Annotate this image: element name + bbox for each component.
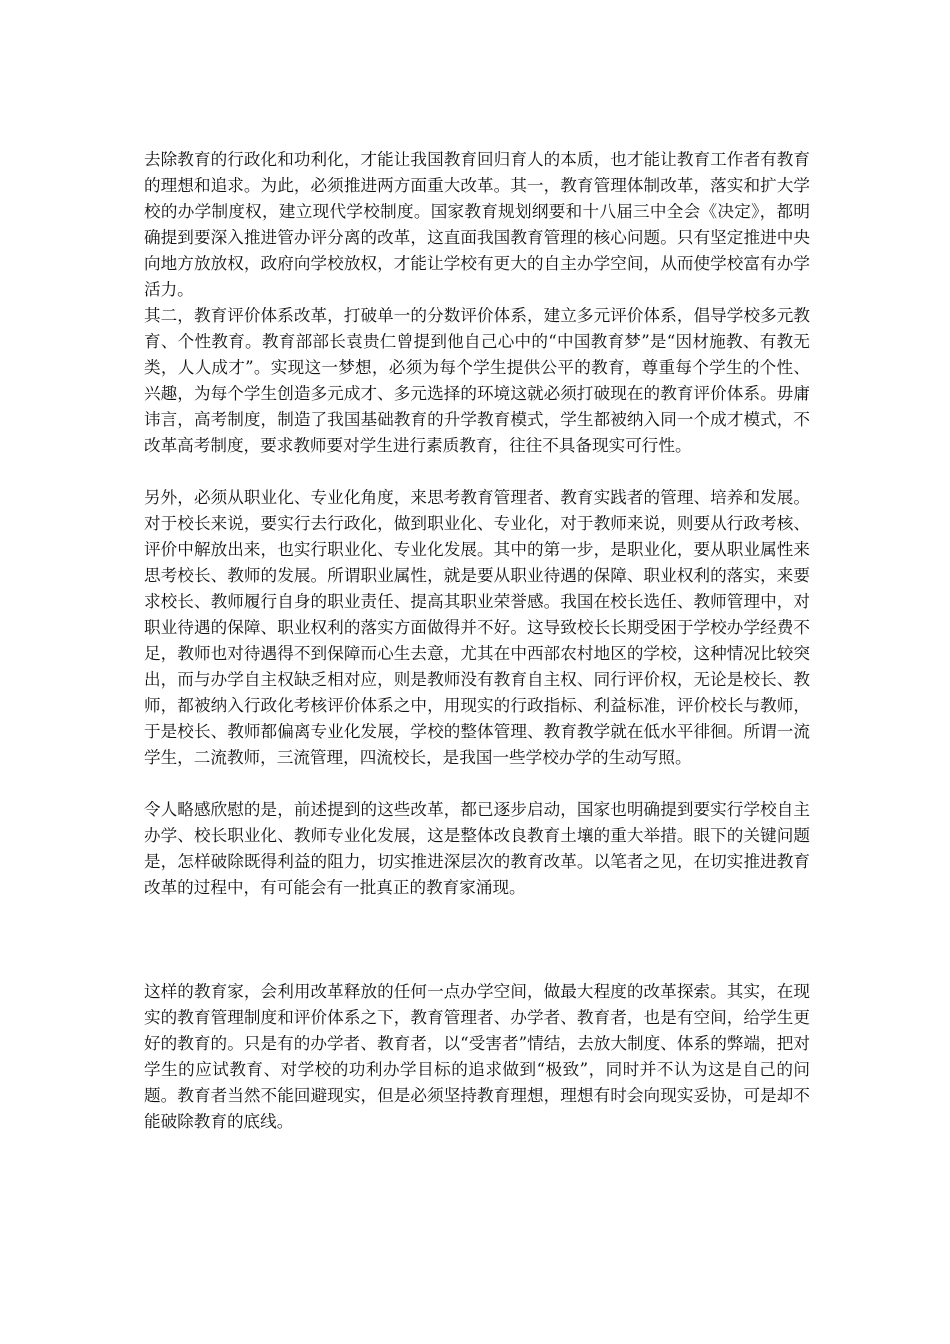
paragraph-4: 令人略感欣慰的是，前述提到的这些改革，都已逐步启动，国家也明确提到要实行学校自主办学、校长职业化、教师专业化发展，这是整体改良教育土壤的重大举措。眼下的关键问题是，怎样破除既得利益的阻力，切实推进深层次的教育改革。以笔者之见，在切实推进教育改革的过程中，有可能会有一批真正的教育家涌现。 <box>144 800 810 897</box>
text-block-2 <box>144 485 810 771</box>
text-block-1 <box>144 147 810 459</box>
paragraph-3: 另外，必须从职业化、专业化角度，来思考教育管理者、教育实践者的管理、培养和发展。对于校长来说，要实行去行政化，做到职业化、专业化，对于教师来说，则要从行政考核、评价中解放出来，也实行职业化、专业化发展。其中的第一步，是职业化，要从职业属性来思考校长、教师的发展。所谓职业属性，就是要从职业待遇的保障、职业权利的落实，来要求校长、教师履行自身的职业责任、提高其职业荣誉感。我国在校长选任、教师管理中，对职业待遇的保障、职业权利的落实方面做得并不好。这导致校长长期受困于学校办学经费不足，教师也对待遇得不到保障而心生去意，尤其在中西部农村地区的学校，这种情况比较突出，而与办学自主权缺乏相对应，则是教师没有教育自主权、同行评价权，无论是校长、教师，都被纳入行政化考核评价体系之中，用现实的行政指标、利益标准，评价校长与教师，于是校长、教师都偏离专业化发展，学校的整体管理、教育教学就在低水平徘徊。所谓一流学生，二流教师，三流管理，四流校长，是我国一些学校办学的生动写照。 <box>144 488 810 767</box>
paragraph-5: 这样的教育家，会利用改革释放的任何一点办学空间，做最大程度的改革探索。其实，在现实的教育管理制度和评价体系之下，教育管理者、办学者、教育者，也是有空间，给学生更好的教育的。只是有的办学者、教育者，以“受害者”情结，去放大制度、体系的弊端，把对学生的应试教育、对学校的功利办学目标的追求做到“极致”，同时并不认为这是自己的问题。教育者当然不能回避现实，但是必须坚持教育理想，理想有时会向现实妥协，可是却不能破除教育的底线。 <box>144 982 810 1131</box>
text-block-3 <box>144 797 810 901</box>
text-block-4 <box>144 979 810 1135</box>
paragraph-1: 去除教育的行政化和功利化，才能让我国教育回归育人的本质，也才能让教育工作者有教育的理想和追求。为此，必须推进两方面重大改革。其一，教育管理体制改革，落实和扩大学校的办学制度权，建立现代学校制度。国家教育规划纲要和十八届三中全会《决定》，都明确提到要深入推进管办评分离的改革，这直面我国教育管理的核心问题。只有坚定推进中央向地方放放权，政府向学校放权，才能让学校有更大的自主办学空间，从而使学校富有办学活力。 <box>144 150 810 299</box>
paragraph-2: 其二，教育评价体系改革，打破单一的分数评价体系，建立多元评价体系，倡导学校多元教育、个性教育。教育部部长袁贵仁曾提到他自己心中的“中国教育梦”是“因材施教、有教无类，人人成才”。实现这一梦想，必须为每个学生提供公平的教育，尊重每个学生的个性、兴趣，为每个学生创造多元成才、多元选择的环境这就必须打破现在的教育评价体系。毋庸讳言，高考制度，制造了我国基础教育的升学教育模式，学生都被纳入同一个成才模式，不改革高考制度，要求教师要对学生进行素质教育，往往不具备现实可行性。 <box>144 306 810 455</box>
